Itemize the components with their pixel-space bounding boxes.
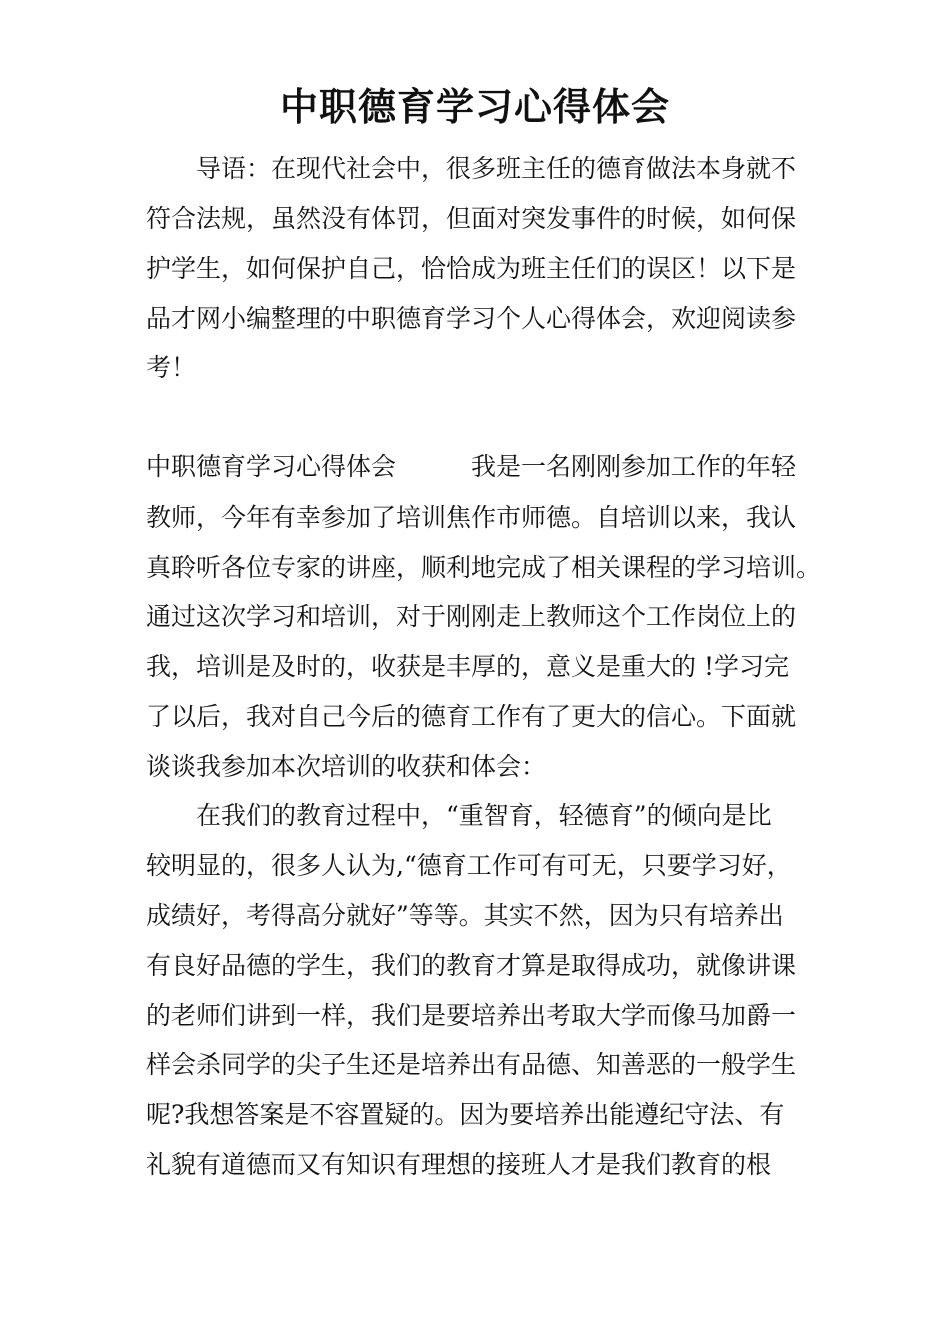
body-line-9: 较明显的，很多人认为,“德育工作可有可无，只要学习好， [146, 851, 792, 880]
body-line-5: 我，培训是及时的，收获是丰厚的，意义是重大的 !学习完 [146, 652, 789, 681]
body-line-10: 成绩好，考得高分就好”等等。其实不然，因为只有培养出 [146, 901, 784, 930]
intro-line-3: 护学生，如何保护自己，恰恰成为班主任们的误区！以下是 [146, 254, 797, 283]
intro-line-4: 品才网小编整理的中职德育学习个人心得体会，欢迎阅读参 [146, 304, 797, 333]
body-line-11: 有良好品德的学生，我们的教育才算是取得成功，就像讲课 [146, 951, 797, 980]
document-title: 中职德育学习心得体会 [279, 84, 670, 129]
intro-line-2: 符合法规，虽然没有体罚，但面对突发事件的时候，如何保 [146, 204, 797, 233]
intro-line-5: 考！ [146, 353, 197, 382]
body-line-12: 的老师们讲到一样，我们是要培养出考取大学而像马加爵一 [146, 1001, 797, 1030]
body-line-15: 礼貌有道德而又有知识有理想的接班人才是我们教育的根 [146, 1150, 772, 1179]
body-line-13: 样会杀同学的尖子生还是培养出有品德、知善恶的一般学生 [146, 1050, 797, 1079]
body-line-3: 真聆听各位专家的讲座，顺利地完成了相关课程的学习培训。 [146, 553, 822, 582]
body-line-7: 谈谈我参加本次培训的收获和体会： [146, 752, 547, 781]
body-line-2: 教师，今年有幸参加了培训焦作市师德。自培训以来，我认 [146, 503, 797, 532]
body-line-4: 通过这次学习和培训，对于刚刚走上教师这个工作岗位上的 [146, 602, 797, 631]
body-line-8: 在我们的教育过程中，“重智育，轻德育”的倾向是比 [196, 801, 772, 830]
body-line-1: 中职德育学习心得体会 我是一名刚刚参加工作的年轻 [146, 452, 797, 481]
intro-line-1: 导语：在现代社会中，很多班主任的德育做法本身就不 [196, 154, 797, 183]
body-line-14: 呢?我想答案是不容置疑的。因为要培养出能遵纪守法、有 [146, 1100, 785, 1129]
body-line-6: 了以后，我对自己今后的德育工作有了更大的信心。下面就 [146, 702, 797, 731]
